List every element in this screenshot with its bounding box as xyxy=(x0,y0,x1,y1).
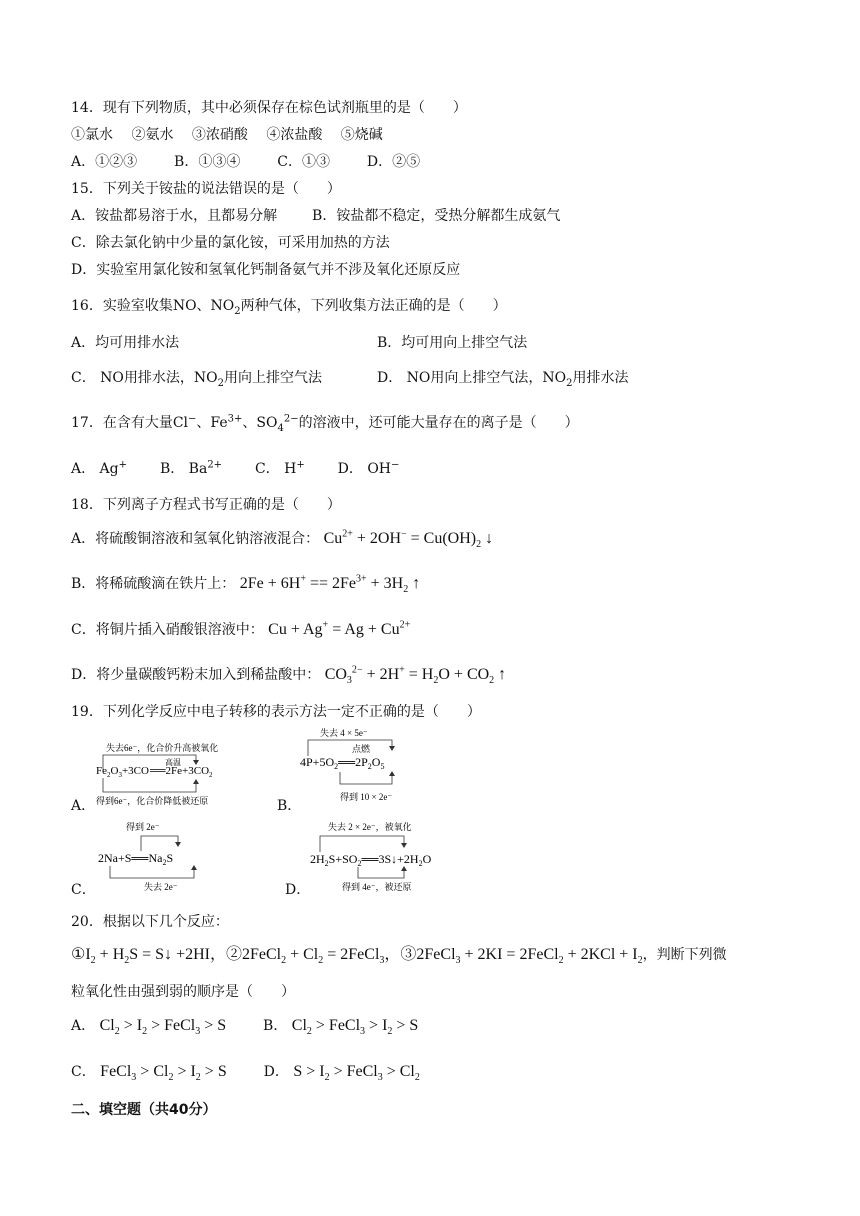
q15-stem: 15．下列关于铵盐的说法错误的是（ ） xyxy=(71,181,341,197)
q19-c-bottom-label: 失去 2e⁻ xyxy=(144,882,178,892)
q16-option-c xyxy=(71,368,322,388)
superscript: 3+ xyxy=(227,413,243,425)
q19-b-bottom-label: 得到 10 × 2e⁻ xyxy=(340,792,393,802)
q19-d-equation: $2H_2S+SO_2══3S↓+2H_2O$ xyxy=(310,852,432,868)
q17-stem-part4: 的溶液中，还可能大量存在的离子是（ ） xyxy=(298,415,579,431)
subscript: 2 xyxy=(566,377,573,389)
q19-c-equation: $2Na+S══Na_2S$ xyxy=(98,851,174,867)
q16-stem-part2: 两种气体，下列收集方法正确的是（ ） xyxy=(240,298,507,314)
q20-reactions-tail: ，判断下列微 xyxy=(642,947,727,963)
q19-label-a: A． xyxy=(71,798,96,814)
q20-reaction-list: $①I_2 + H_2S$ = S↓ +2HI，②2FeCl$_2$ + $Cl_2$ = 2FeCl$_3$，③2FeCl$_3$ + 2KI = 2FeCl$_2$ + $2KCl + I_2$ xyxy=(71,946,643,967)
q18-option-a xyxy=(71,529,493,549)
subscript: 2 xyxy=(234,305,241,317)
q19-b-equation: $4P+5O_2══2P_2O_5$ xyxy=(300,755,385,771)
q18-option-b xyxy=(71,574,420,594)
q18-option-d xyxy=(71,665,506,685)
q17-stem-part2: 、Fe xyxy=(196,415,228,431)
q19-a-bottom-label: 得到6e⁻，化合价降低被还原 xyxy=(96,796,209,806)
q16-option-a: A．均可用排水法 xyxy=(71,335,180,351)
subscript: 2 xyxy=(217,377,224,389)
q18-option-b-text: B．将稀硫酸滴在铁片上： xyxy=(71,576,236,592)
q18-option-c-text: C．将铜片插入硝酸银溶液中： xyxy=(71,622,264,638)
q20-stem: 20．根据以下几个反应： xyxy=(71,914,229,930)
q15-option-b: B．铵盐都不稳定，受热分解都生成氨气 xyxy=(312,208,561,224)
q17-stem-part3: 、SO xyxy=(242,415,278,431)
q19-diagram-b xyxy=(296,724,426,806)
superscript: − xyxy=(188,413,197,425)
q17-stem-part1: 17．在含有大量Cl xyxy=(71,415,189,431)
superscript: − xyxy=(391,459,400,471)
q18-equation-b: $2Fe + 6H^+ == 2Fe^{3+} + 3H_2$ ↑ xyxy=(239,573,421,596)
q14-items: ①氯水 ②氨水 ③浓硝酸 ④浓盐酸 ⑤烧碱 xyxy=(71,127,383,143)
q19-b-condition: 点燃 xyxy=(352,744,371,754)
q19-diagram-c xyxy=(94,818,214,893)
q20-option-d-label: D． xyxy=(263,1064,289,1080)
q18-stem: 18．下列离子方程式书写正确的是（ ） xyxy=(71,497,341,513)
q16-option-b: B．均可用向上排空气法 xyxy=(377,335,528,351)
q19-a-condition: 高温 xyxy=(165,758,181,767)
q19-stem: 19．下列化学反应中电子转移的表示方法一定不正确的是（ ） xyxy=(71,704,481,720)
q17-option-c: C． H xyxy=(254,461,297,477)
q19-a-equation: $Fe_2O_3+3CO══2Fe+3CO_2$ xyxy=(96,765,213,779)
q20-option-c-label: C． xyxy=(71,1064,96,1080)
q19-c-top-label: 得到 2e⁻ xyxy=(126,822,160,832)
superscript: + xyxy=(296,459,305,471)
q20-option-a-label: A． xyxy=(71,1018,96,1034)
q19-d-bottom-label: 得到 4e⁻，被还原 xyxy=(342,882,412,892)
q15-option-a: A．铵盐都易溶于水，且都易分解 xyxy=(71,208,278,224)
q16-option-c-part1: C． NO用排水法，NO xyxy=(71,370,218,386)
q16-option-d-part2: 用排水法 xyxy=(572,370,629,386)
q20-options-ab xyxy=(71,1016,418,1036)
q19-label-c: C． xyxy=(71,882,96,898)
subscript: 4 xyxy=(277,422,284,434)
q17-options xyxy=(71,459,399,479)
q20-line3: 粒氧化性由强到弱的顺序是（ ） xyxy=(71,984,295,1000)
q16-option-d-part1: D． NO用向上排空气法，NO xyxy=(377,370,567,386)
q20-option-b-label: B． xyxy=(263,1018,288,1034)
q18-option-a-text: A．将硫酸铜溶液和氢氧化钠溶液混合： xyxy=(71,531,320,547)
q17-option-a: A． Ag xyxy=(71,461,119,477)
q18-option-c xyxy=(71,620,410,640)
q16-stem xyxy=(71,296,507,316)
q17-option-d: D． OH xyxy=(337,461,392,477)
q15-option-d: D．实验室用氯化铵和氢氧化钙制备氨气并不涉及氧化还原反应 xyxy=(71,262,461,278)
q19-b-top-label: 失去 4 × 5e⁻ xyxy=(320,728,368,738)
superscript: 2− xyxy=(283,413,299,425)
q17-stem xyxy=(71,413,579,433)
q14-option-b: B．①③④ xyxy=(174,154,241,170)
section-heading: 二、填空题（共40分） xyxy=(71,1102,217,1118)
q18-equation-d: $CO_3^{2-} + 2H^+ = H_2O + CO_2$ ↑ xyxy=(324,664,507,687)
q14-stem: 14．现有下列物质，其中必须保存在棕色试剂瓶里的是（ ） xyxy=(71,100,467,116)
q16-option-d xyxy=(377,368,629,388)
q15-options-ab xyxy=(71,206,560,226)
q17-option-b: B． Ba xyxy=(159,461,208,477)
q18-equation-a: $Cu^{2+} + 2OH^- = Cu(OH)_2$ ↓ xyxy=(323,528,494,551)
q14-option-c: C．①③ xyxy=(277,154,330,170)
q20-reactions xyxy=(71,945,727,965)
q15-option-c: C．除去氯化钠中少量的氯化铵，可采用加热的方法 xyxy=(71,235,390,251)
q20-option-a: $Cl_2 > I_2$ > FeCl$_3$ > S xyxy=(99,1017,227,1038)
q16-option-c-part2: 用向上排空气法 xyxy=(224,370,322,386)
q19-d-top-label: 失去 2 × 2e⁻，被氧化 xyxy=(328,822,412,832)
q16-stem-part1: 16．实验室收集NO、NO xyxy=(71,298,235,314)
q20-option-d: $S > I_2$ > FeCl$_3$ > $Cl_2$ xyxy=(293,1063,420,1084)
q19-a-top-label: 失去6e⁻，化合价升高被氧化 xyxy=(106,743,219,753)
q14-option-a: A．①②③ xyxy=(71,154,138,170)
q20-option-b: $Cl_2$ > FeCl$_3$ > $I_2 > S$ xyxy=(291,1017,419,1038)
superscript: 2+ xyxy=(207,459,223,471)
q20-option-c: FeCl$_3$ > $Cl_2 > I_2 > S$ xyxy=(100,1063,227,1084)
superscript: + xyxy=(118,459,128,471)
q19-label-b: B． xyxy=(277,798,302,814)
q18-equation-c: $Cu + Ag^+ = Ag + Cu^{2+}$ xyxy=(268,619,411,638)
q14-option-d: D．②⑤ xyxy=(366,154,421,170)
q19-diagram-a xyxy=(92,740,252,810)
q19-label-d: D． xyxy=(285,882,311,898)
q14-options xyxy=(71,152,420,172)
q19-diagram-d xyxy=(308,818,473,893)
q20-options-cd xyxy=(71,1062,420,1082)
q18-option-d-text: D．将少量碳酸钙粉末加入到稀盐酸中： xyxy=(71,667,321,683)
